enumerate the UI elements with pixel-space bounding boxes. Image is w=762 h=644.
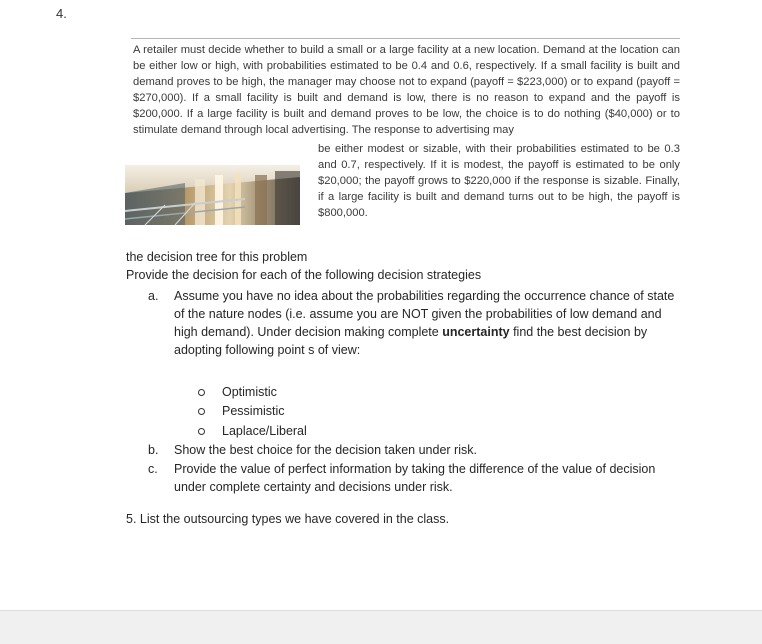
bullet-circle-icon [198,408,205,415]
question-number: 4. [56,6,67,21]
problem-text: A retailer must decide whether to build a small or a large facility at a new location. Demand at the location can be either low or high, with probabilities estimated to be 0.4 and 0.6, respectively. If a small facility is built and demand proves to be high, the manager may choose not to expand (payoff = $223,000) or to expand (payoff = $270,000). If a small facility is built and demand is low, there is no reason to expand and the payoff is $200,000. If a large facility is built and demand proves to be low, the choice is to do nothing ($40,000) or to stimulate demand through local advertising. The response to advertising may [133,44,680,136]
problem-text-continued: be either modest or sizable, with their probabilities estimated to be 0.3 and 0.7, respectively. If it is modest, the payoff is estimated to be only $20,000; the payoff grows to $220,000 if the response is sizable. Finally, if a large facility is built and demand turns out to be high, the payoff is $800,000. [318,143,680,219]
question-5: 5. List the outsourcing types we have covered in the class. [126,512,450,526]
footer-bar [0,610,762,644]
cropped-text-remnant [318,222,680,227]
store-photo [125,165,300,225]
part-c-text: Provide the value of perfect information by taking the difference of the value of decision under complete certainty and decisions under risk. [174,462,656,494]
strategies-line: Provide the decision for each of the following decision strategies [126,268,482,282]
part-c [148,460,678,496]
decision-tree-line: the decision tree for this problem [126,250,308,264]
part-b-text: Show the best choice for the decision taken under risk. [174,443,477,457]
part-a-text: Assume you have no idea about the probabilities regarding the occurrence chance of state of the nature nodes (i.e. assume you are NOT given the probabilities of low demand and high demand). Under decision making complete uncertainty find the best decision by adopting following point s of view: [174,289,675,357]
part-b [148,441,678,459]
bullet-circle-icon [198,428,205,435]
part-a [148,287,678,359]
store-photo-image [125,165,300,225]
bullet-circle-icon [198,389,205,396]
bullet-pessimistic: Pessimistic [198,402,285,420]
bullet-optimistic: Optimistic [198,383,277,401]
divider-rule [131,38,680,39]
part-c-marker: c. [148,462,158,476]
part-a-marker: a. [148,289,159,303]
part-b-marker: b. [148,443,159,457]
bullet-laplace: Laplace/Liberal [198,422,307,440]
